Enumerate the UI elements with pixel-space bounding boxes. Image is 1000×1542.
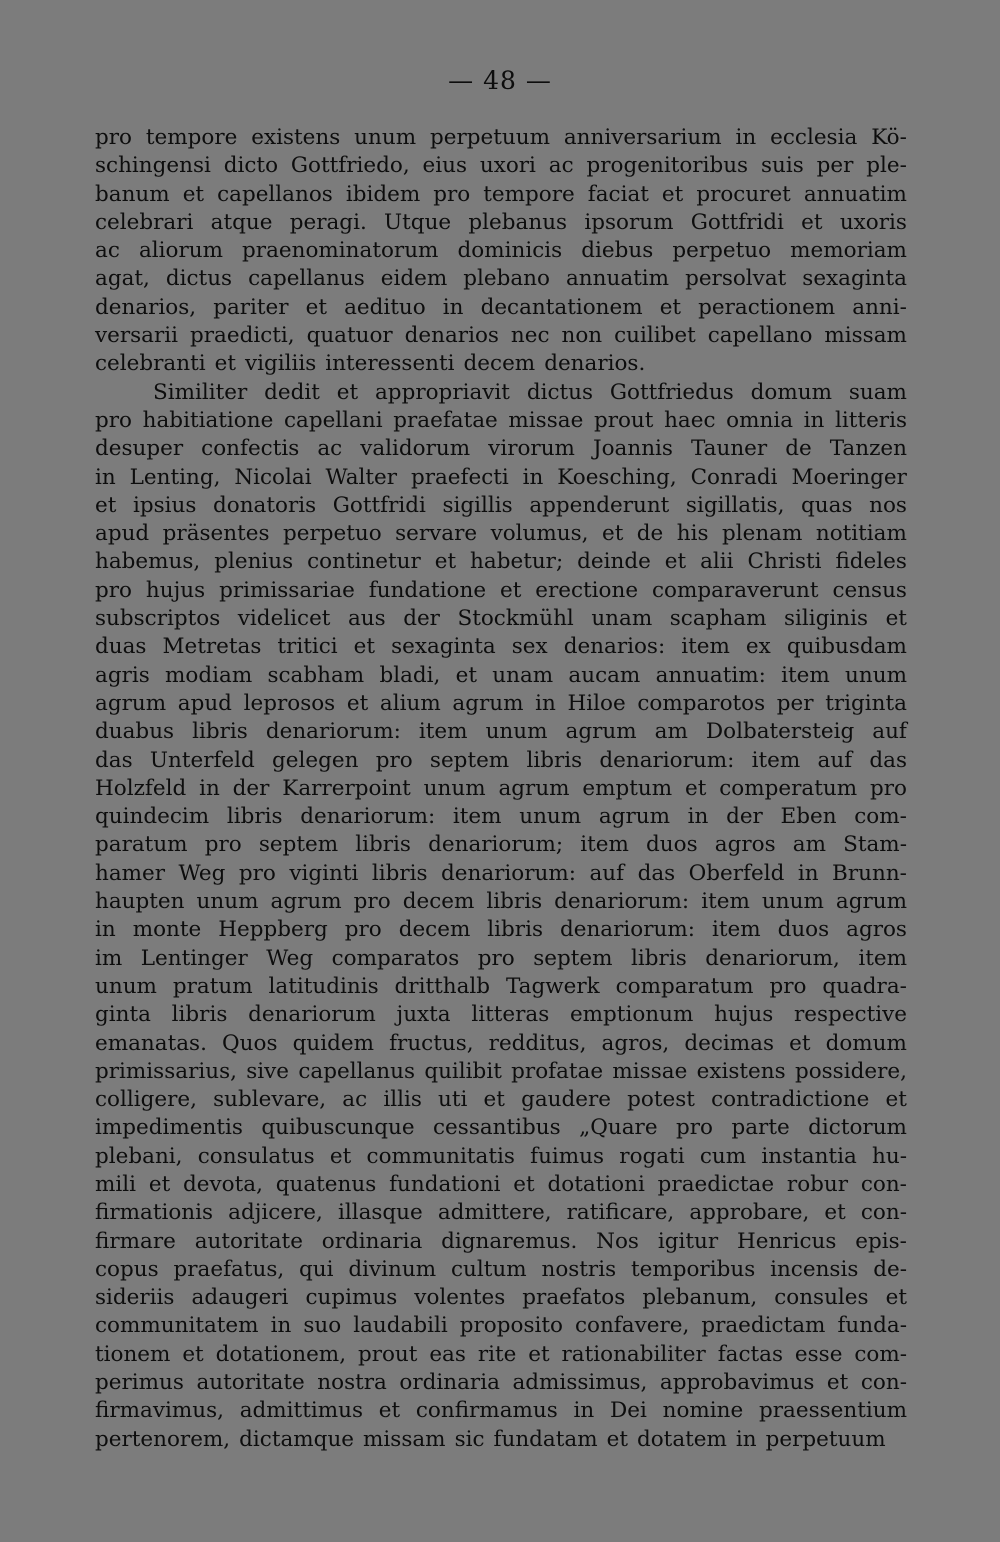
text-line: ac aliorum praenominatorum dominicis diebus perpetuo memoriam [95, 238, 907, 264]
text-line: duabus libris denariorum: item unum agrum am Dolbatersteig auf [95, 719, 907, 745]
text-line: sideriis adaugeri cupimus volentes praefatos plebanum, consules et [95, 1285, 907, 1311]
text-line: pertenorem, dictamque missam sic fundatam et dotatem in perpetuum [95, 1426, 886, 1452]
text-line: tionem et dotationem, prout eas rite et rationabiliter factas esse com- [95, 1341, 907, 1367]
text-line: quindecim libris denariorum: item unum agrum in der Eben com- [95, 804, 907, 830]
text-line: celebranti et vigiliis interessenti decem denarios. [95, 351, 646, 377]
text-line: banum et capellanos ibidem pro tempore faciat et procuret annuatim [95, 181, 907, 207]
text-line: perimus autoritate nostra ordinaria admissimus, approbavimus et con- [95, 1370, 907, 1396]
body-text [95, 124, 907, 1454]
text-line: impedimentis quibuscunque cessantibus „Quare pro parte dictorum [95, 1115, 907, 1141]
text-line: unum pratum latitudinis dritthalb Tagwerk comparatum pro quadra- [95, 973, 907, 999]
text-line: firmationis adjicere, illasque admittere, ratificare, approbare, et con- [95, 1200, 907, 1226]
text-line: im Lentinger Weg comparatos pro septem libris denariorum, item [95, 945, 907, 971]
text-line: plebani, consulatus et communitatis fuimus rogati cum instantia hu- [95, 1143, 907, 1169]
text-line: denarios, pariter et aedituo in decantationem et peractionem anni- [95, 294, 907, 320]
text-line: in Lenting, Nicolai Walter praefecti in Koesching, Conradi Moeringer [95, 464, 907, 490]
text-line: firmare autoritate ordinaria dignaremus. Nos igitur Henricus epis- [95, 1228, 907, 1254]
text-line: haupten unum agrum pro decem libris denariorum: item unum agrum [95, 889, 907, 915]
text-line: copus praefatus, qui divinum cultum nostris temporibus incensis de- [95, 1256, 907, 1282]
text-line: agris modiam scabham bladi, et unam aucam annuatim: item unum [95, 662, 907, 688]
text-line: agrum apud leprosos et alium agrum in Hiloe comparotos per triginta [95, 690, 907, 716]
text-line: pro hujus primissariae fundatione et erectione comparaverunt census [95, 577, 907, 603]
text-line: firmavimus, admittimus et confirmamus in Dei nomine praessentium [95, 1398, 907, 1424]
text-line: duas Metretas tritici et sexaginta sex denarios: item ex quibusdam [95, 634, 907, 660]
text-line: communitatem in suo laudabili proposito confavere, praedictam funda- [95, 1313, 907, 1339]
text-line: celebrari atque peragi. Utque plebanus ipsorum Gottfridi et uxoris [95, 209, 907, 235]
text-line: colligere, sublevare, ac illis uti et gaudere potest contradictione et [95, 1087, 907, 1113]
text-line: in monte Heppberg pro decem libris denariorum: item duos agros [95, 917, 907, 943]
text-line: pro tempore existens unum perpetuum anniversarium in ecclesia Kö- [95, 125, 907, 150]
text-line: primissarius, sive capellanus quilibit profatae missae existens possidere, [95, 1058, 907, 1084]
text-line: desuper confectis ac validorum virorum Joannis Tauner de Tanzen [95, 436, 907, 462]
text-line: pro habitiatione capellani praefatae missae prout haec omnia in litteris [95, 407, 907, 433]
text-line: hamer Weg pro viginti libris denariorum: auf das Oberfeld in Brunn- [95, 860, 907, 886]
text-line: das Unterfeld gelegen pro septem libris denariorum: item auf das [95, 747, 907, 773]
page-number: — 48 — [448, 66, 552, 95]
text-line: versarii praedicti, quatuor denarios nec non cuilibet capellano missam [95, 323, 907, 349]
text-line: mili et devota, quatenus fundationi et dotationi praedictae robur con- [95, 1171, 907, 1197]
text-line: Similiter dedit et appropriavit dictus Gottfriedus domum suam [153, 379, 907, 405]
text-line: apud präsentes perpetuo servare volumus, et de his plenam notitiam [95, 521, 907, 547]
text-line: emanatas. Quos quidem fructus, redditus, agros, decimas et domum [95, 1030, 907, 1056]
text-line: habemus, plenius continetur et habetur; deinde et alii Christi fideles [95, 549, 907, 575]
text-line: agat, dictus capellanus eidem plebano annuatim persolvat sexaginta [95, 266, 907, 292]
text-line: schingensi dicto Gottfriedo, eius uxori ac progenitoribus suis per ple- [95, 153, 907, 179]
text-line: ginta libris denariorum juxta litteras emptionum hujus respective [95, 1002, 907, 1028]
text-line: paratum pro septem libris denariorum; item duos agros am Stam- [95, 832, 907, 858]
text-line: Holzfeld in der Karrerpoint unum agrum emptum et comperatum pro [95, 775, 907, 801]
text-line: subscriptos videlicet aus der Stockmühl unam scapham siliginis et [95, 606, 907, 632]
text-line: et ipsius donatoris Gottfridi sigillis appenderunt sigillatis, quas nos [95, 492, 907, 518]
